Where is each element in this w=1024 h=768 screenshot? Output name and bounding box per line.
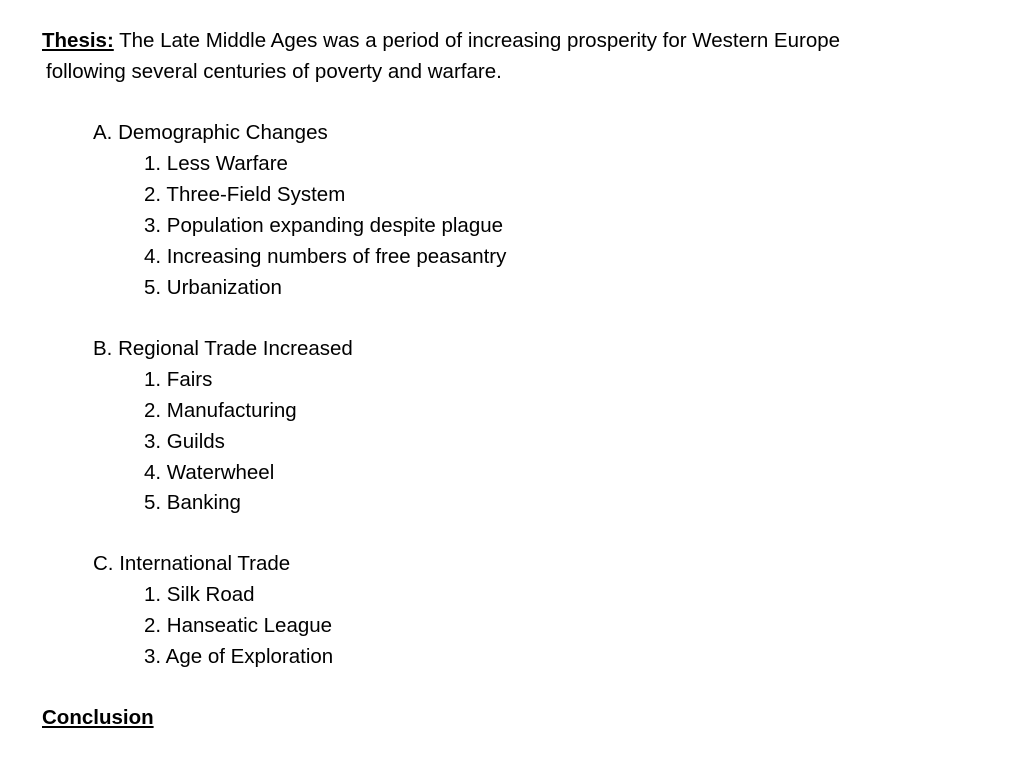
section-b-heading: B. Regional Trade Increased <box>93 337 353 360</box>
thesis-line-1 <box>42 29 840 53</box>
section-b-item-1: 1. Fairs <box>144 368 213 391</box>
section-b-item-4: 4. Waterwheel <box>144 461 275 484</box>
thesis-label: Thesis: <box>42 29 114 52</box>
conclusion-heading: Conclusion <box>42 706 154 729</box>
section-a-item-1: 1. Less Warfare <box>144 152 288 175</box>
section-b-item-2: 2. Manufacturing <box>144 399 297 422</box>
section-c-item-2: 2. Hanseatic League <box>144 614 333 637</box>
section-a-item-5: 5. Urbanization <box>144 276 282 299</box>
section-c-heading: C. International Trade <box>93 552 291 575</box>
section-b-item-3: 3. Guilds <box>144 430 225 453</box>
section-a-item-4: 4. Increasing numbers of free peasantry <box>144 245 507 268</box>
section-a-item-3: 3. Population expanding despite plague <box>144 214 504 237</box>
section-c-item-3: 3. Age of Exploration <box>144 645 334 668</box>
thesis-line-2: following several centuries of poverty and warfare. <box>46 60 502 83</box>
section-a-heading: A. Demographic Changes <box>93 121 328 144</box>
section-a-item-2: 2. Three-Field System <box>144 183 346 206</box>
thesis-text-1: The Late Middle Ages was a period of increasing prosperity for Western Europe <box>113 29 841 52</box>
section-b-item-5: 5. Banking <box>144 491 241 514</box>
section-c-item-1: 1. Silk Road <box>144 583 255 606</box>
